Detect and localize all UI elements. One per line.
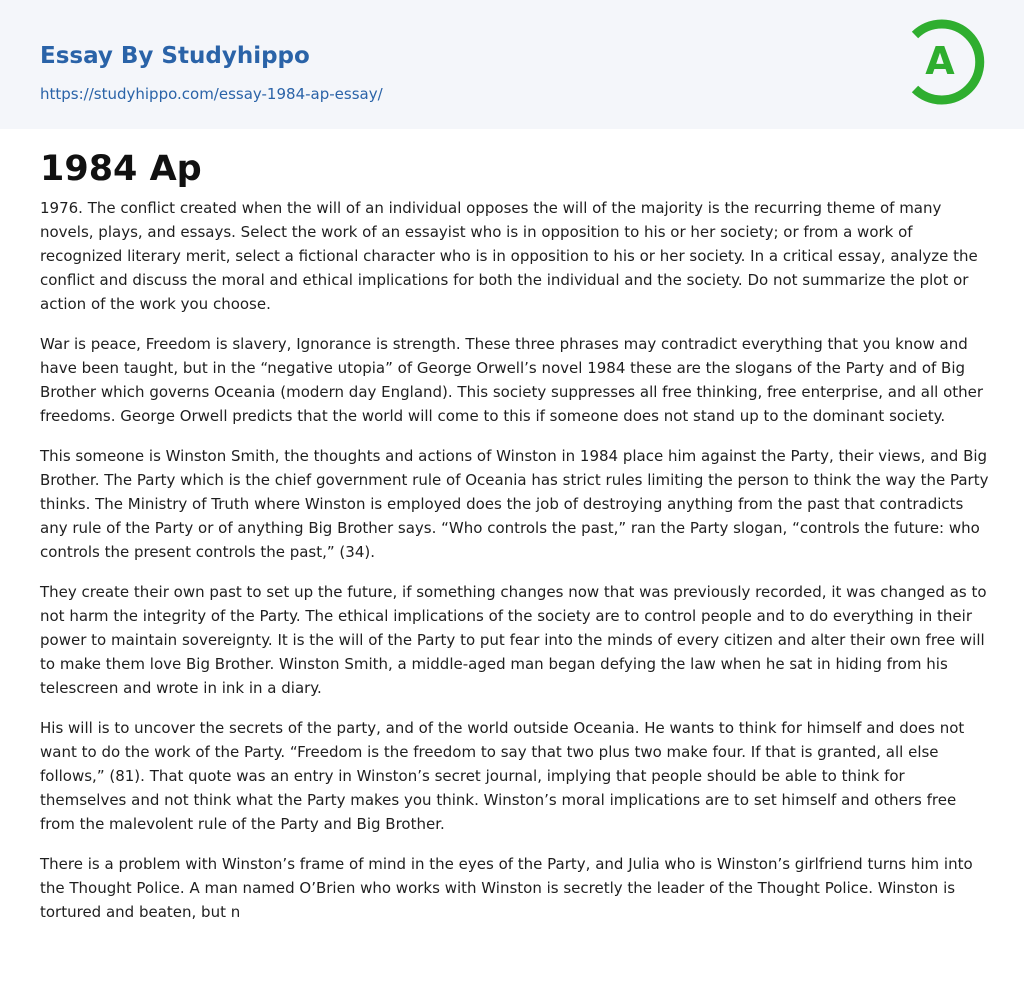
essay-paragraph: 1976. The conflict created when the will of an individual opposes the will of the majority is the recurring theme of many novels, plays, and essays. Select the work of an essayist who is in opposition to his or her society; or from a work of recognized literary merit, select a fictional character who is in opposition to his or her society. In a critical essay, analyze the conflict and discuss the moral and ethical implications for both the individual and the society. Do not summarize the plot or action of the work you choose. [40, 199, 978, 313]
brand-title: Essay By Studyhippo [40, 43, 310, 69]
essay-paragraph: This someone is Winston Smith, the thoughts and actions of Winston in 1984 place him against the Party, their views, and Big Brother. The Party which is the chief government rule of Oceania has strict rules limiting the person to think the way the Party thinks. The Ministry of Truth where Winston is employed does the job of destroying anything from the past that contradicts any rule of the Party or of anything Big Brother says. “Who controls the past,” ran the Party slogan, “controls the future: who controls the present controls the past,” (34). [40, 447, 989, 561]
essay-article [40, 146, 992, 940]
essay-paragraph: War is peace, Freedom is slavery, Ignorance is strength. These three phrases may contradict everything that you know and have been taught, but in the “negative utopia” of George Orwell’s novel 1984 these are the slogans of the Party and of Big Brother which governs Oceania (modern day England). This society suppresses all free thinking, free enterprise, and all other freedoms. George Orwell predicts that the world will come to this if someone does not stand up to the dominant society. [40, 335, 984, 425]
logo-letter: A [925, 39, 955, 83]
essay-paragraph: His will is to uncover the secrets of the party, and of the world outside Oceania. He wants to think for himself and does not want to do the work of the Party. “Freedom is the freedom to say that two plus two make four. If that is granted, all else follows,” (81). That quote was an entry in Winston’s secret journal, implying that people should be able to think for themselves and not think what the Party makes you think. Winston’s moral implications are to set himself and others free from the malevolent rule of the Party and Big Brother. [40, 719, 965, 833]
essay-paragraph: They create their own past to set up the future, if something changes now that was previously recorded, it was changed as to not harm the integrity of the Party. The ethical implications of the society are to control people and to do everything in their power to maintain sovereignty. It is the will of the Party to put fear into the minds of every citizen and alter their own free will to make them love Big Brother. Winston Smith, a middle-aged man began defying the law when he sat in hiding from his telescreen and wrote in ink in a diary. [40, 583, 987, 697]
essay-paragraph: There is a problem with Winston’s frame of mind in the eyes of the Party, and Julia who is Winston’s girlfriend turns him into the Thought Police. A man named O’Brien who works with Winston is secretly the leader of the Thought Police. Winston is tortured and beaten, but n [40, 855, 973, 921]
studyhippo-a-logo-icon[interactable] [900, 18, 988, 106]
source-url-link[interactable]: https://studyhippo.com/essay-1984-ap-essay/ [40, 85, 383, 103]
essay-title: 1984 Ap [40, 149, 202, 189]
site-header [0, 0, 1024, 129]
